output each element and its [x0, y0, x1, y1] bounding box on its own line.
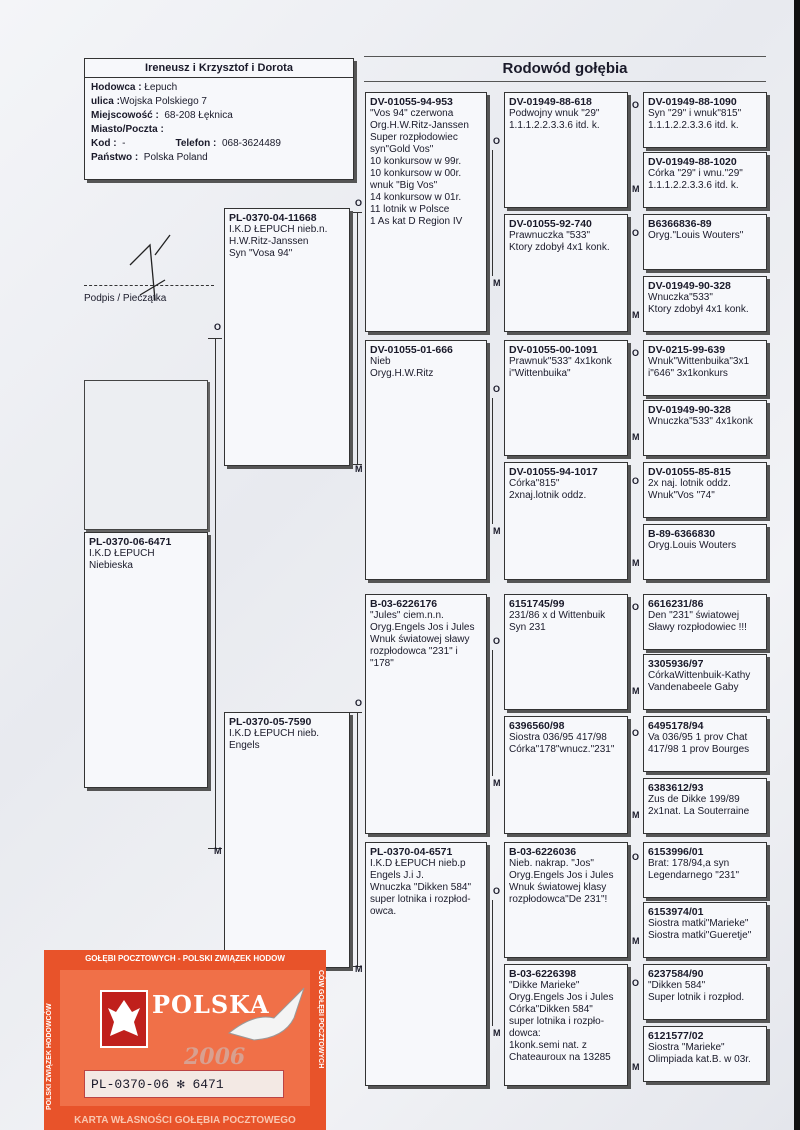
hodowca-value: Łepuch: [144, 82, 178, 93]
ring-number: PL-0370-06-6471: [89, 536, 172, 548]
sex-label-o: O: [214, 322, 222, 332]
connector-m-top: [350, 712, 362, 713]
panstwo-value: Polska Poland: [143, 152, 208, 163]
eagle-emblem-icon: [100, 990, 148, 1048]
pigeon-mother[interactable]: PL-0370-05-7590 I.K.D ŁEPUCH nieb. Engels: [224, 712, 350, 968]
pigeon-g1[interactable]: DV-01949-88-1090 Syn "29" i wnuk"815" 1.1.1.2.2.3.3.6 itd. k.: [643, 92, 767, 148]
pigeon-g13[interactable]: 6153996/01 Brat: 178/94,a syn Legendarnego "231": [643, 842, 767, 898]
card-bottom-text: KARTA WŁASNOŚCI GOŁĘBIA POCZTOWEGO: [74, 1115, 296, 1126]
connector-fm: [492, 398, 493, 524]
connector-m: [357, 712, 358, 966]
sex-label-f-o: O: [355, 198, 363, 208]
sex-label-m-m: M: [355, 964, 363, 974]
panstwo-label: Państwo :: [91, 152, 139, 163]
ulica-label: ulica :: [91, 96, 120, 107]
breeder-name: Ireneusz i Krzysztof i Dorota: [85, 59, 353, 78]
connector-main-f: [208, 338, 222, 339]
kod-value: -: [122, 138, 126, 149]
ownership-card: [44, 950, 326, 1130]
scan-edge: [794, 0, 800, 1130]
pigeon-g12[interactable]: 6383612/93 Zus de Dikke 199/89 2x1nat. La Souterraine: [643, 778, 767, 834]
pigeon-g4[interactable]: DV-01949-90-328 Wnuczka"533" Ktory zdobył 4x1 konk.: [643, 276, 767, 332]
connector-ff: [492, 150, 493, 276]
telefon-value: 068-3624489: [221, 138, 281, 149]
sex-label-m-o: O: [355, 698, 363, 708]
pigeon-ffm[interactable]: DV-01055-92-740 Prawnuczka "533" Ktory zdobył 4x1 konk.: [504, 214, 628, 332]
card-side-left-text: POLSKI ZWIĄZEK HODOWCÓW: [46, 1003, 53, 1110]
pigeon-g11[interactable]: 6495178/94 Va 036/95 1 prov Chat 417/98 1 prov Bourges: [643, 716, 767, 772]
pigeon-g10[interactable]: 3305936/97 CórkaWittenbuik-Kathy Vandenabeele Gaby: [643, 654, 767, 710]
pigeon-fm[interactable]: DV-01055-01-666 Nieb Oryg.H.W.Ritz: [365, 340, 487, 580]
pigeon-icon: [224, 978, 314, 1048]
pigeon-g5[interactable]: DV-0215-99-639 Wnuk"Wittenbuika"3x1 i"646" 3x1konkurs: [643, 340, 767, 396]
pigeon-g3[interactable]: B6366836-89 Oryg."Louis Wouters": [643, 214, 767, 270]
connector-f-top: [350, 212, 362, 213]
breeder-info-box: [84, 58, 354, 180]
pigeon-mmf[interactable]: B-03-6226036 Nieb. nakrap. "Jos" Oryg.Engels Jos i Jules Wnuk światowej klasy rozpłodowca"De 231"!: [504, 842, 628, 958]
miejscowosc-label: Miejscowość :: [91, 110, 159, 121]
pigeon-fff[interactable]: DV-01949-88-618 Podwojny wnuk "29" 1.1.1.2.2.3.3.6 itd. k.: [504, 92, 628, 208]
photo-placeholder: [84, 380, 208, 530]
kod-label: Kod :: [91, 138, 117, 149]
pigeon-g9[interactable]: 6616231/86 Den "231" światowej Sławy rozpłodowiec !!!: [643, 594, 767, 650]
pigeon-mm[interactable]: PL-0370-04-6571 I.K.D ŁEPUCH nieb.p Engels J.i J. Wnuczka "Dikken 584" super lotnika i rozpłod- owca.: [365, 842, 487, 1086]
pigeon-main[interactable]: PL-0370-06-6471 I.K.D ŁEPUCH Niebieska: [84, 532, 208, 788]
pigeon-ff[interactable]: DV-01055-94-953 "Vos 94" czerwona Org.H.W.Ritz-Janssen Super rozpłodowiec syn"Gold Vos" 10 konkursow w 99r. 10 konkursow w 00r. wnuk "Big Vos" 14 konkursow w 01r. 11 lotnik w Polsce 1 As kat D Region IV: [365, 92, 487, 332]
page-title: Rodowód gołębia: [364, 56, 766, 82]
pigeon-fmm[interactable]: DV-01055-94-1017 Córka"815" 2xnaj.lotnik oddz.: [504, 462, 628, 580]
sex-label-m: M: [214, 846, 222, 856]
pigeon-g8[interactable]: B-89-6366830 Oryg.Louis Wouters: [643, 524, 767, 580]
miasto-label: Miasto/Poczta :: [91, 124, 164, 135]
card-side-right-text: CÓW GOŁĘBI POCZTOWYCH: [317, 970, 324, 1069]
card-country: POLSKA: [152, 990, 270, 1019]
connector-main: [215, 338, 216, 848]
signature-label: Podpis / Pieczątka: [84, 293, 167, 304]
card-ring-number: PL-0370-06 ✻ 6471: [84, 1070, 284, 1098]
pigeon-g7[interactable]: DV-01055-85-815 2x naj. lotnik oddz. Wnuk"Vos "74": [643, 462, 767, 518]
telefon-label: Telefon :: [175, 138, 217, 149]
ulica-value: Wojska Polskiego 7: [119, 96, 207, 107]
pigeon-mf[interactable]: B-03-6226176 "Jules" ciem.n.n. Oryg.Engels Jos i Jules Wnuk światowej sławy rozpłodowca "231" i "178": [365, 594, 487, 834]
pigeon-mmm[interactable]: B-03-6226398 "Dikke Marieke" Oryg.Engels Jos i Jules Córka"Dikken 584" super lotnika i rozpło- dowca: 1konk.semi nat. z Chateauroux na 13285: [504, 964, 628, 1086]
pigeon-father[interactable]: PL-0370-04-11668 I.K.D ŁEPUCH nieb.n. H.W.Ritz-Janssen Syn "Vosa 94": [224, 208, 350, 466]
hodowca-label: Hodowca :: [91, 82, 142, 93]
connector-mm: [492, 900, 493, 1026]
pigeon-g16[interactable]: 6121577/02 Siostra "Marieke" Olimpiada kat.B. w 03r.: [643, 1026, 767, 1082]
pigeon-fmf[interactable]: DV-01055-00-1091 Prawnuk"533" 4x1konk i"Wittenbuika": [504, 340, 628, 456]
pigeon-mfm[interactable]: 6396560/98 Siostra 036/95 417/98 Córka"178"wnucz."231": [504, 716, 628, 834]
pigeon-mff[interactable]: 6151745/99 231/86 x d Wittenbuik Syn 231: [504, 594, 628, 710]
pigeon-g2[interactable]: DV-01949-88-1020 Córka "29" i wnu."29" 1.1.1.2.2.3.3.6 itd. k.: [643, 152, 767, 208]
card-year: 2006: [184, 1044, 246, 1070]
pigeon-g6[interactable]: DV-01949-90-328 Wnuczka"533" 4x1konk: [643, 400, 767, 456]
sex-label-f-m: M: [355, 464, 363, 474]
pigeon-g14[interactable]: 6153974/01 Siostra matki"Marieke" Siostra matki"Gueretje": [643, 902, 767, 958]
card-top-text: GOŁĘBI POCZTOWYCH - POLSKI ZWIĄZEK HODOW: [85, 954, 285, 963]
pigeon-g15[interactable]: 6237584/90 "Dikken 584" Super lotnik i rozpłod.: [643, 964, 767, 1020]
signature-line: [84, 285, 214, 286]
connector-f: [357, 212, 358, 464]
miejscowosc-value: 68-208 Łęknica: [164, 110, 233, 121]
connector-mf: [492, 650, 493, 776]
